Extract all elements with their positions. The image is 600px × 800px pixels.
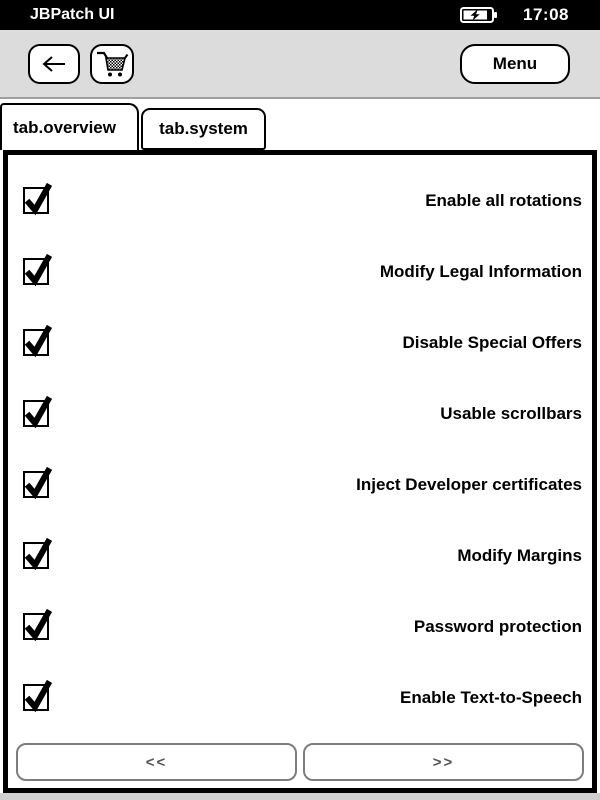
bottom-margin bbox=[0, 793, 600, 800]
status-bar-right bbox=[460, 5, 600, 25]
option-row bbox=[8, 307, 592, 378]
checkbox-modify-legal-information[interactable] bbox=[23, 258, 49, 285]
option-label: Modify Margins bbox=[457, 545, 582, 565]
option-label: Enable all rotations bbox=[425, 190, 582, 210]
tab-system-label: tab.system bbox=[159, 119, 248, 138]
checkbox-disable-special-offers[interactable] bbox=[23, 329, 49, 356]
option-row bbox=[8, 591, 592, 662]
checkbox-enable-all-rotations[interactable] bbox=[23, 187, 49, 214]
checkbox-modify-margins[interactable] bbox=[23, 542, 49, 569]
tab-strip bbox=[0, 99, 600, 150]
checkbox-usable-scrollbars[interactable] bbox=[23, 400, 49, 427]
options-panel bbox=[3, 150, 597, 793]
status-bar bbox=[0, 0, 600, 30]
store-button[interactable] bbox=[90, 44, 134, 84]
option-label: Enable Text-to-Speech bbox=[400, 687, 582, 707]
option-label: Password protection bbox=[413, 616, 582, 636]
shopping-cart-icon bbox=[95, 49, 129, 79]
option-label: Usable scrollbars bbox=[440, 403, 582, 423]
next-page-button[interactable]: >> bbox=[303, 743, 584, 781]
checkbox-password-protection[interactable] bbox=[23, 613, 49, 640]
checkmark-icon bbox=[25, 182, 51, 212]
pager bbox=[16, 743, 584, 781]
option-list bbox=[8, 155, 592, 733]
checkmark-icon bbox=[25, 537, 51, 567]
option-row bbox=[8, 236, 592, 307]
checkmark-icon bbox=[25, 679, 51, 709]
option-label: Disable Special Offers bbox=[402, 332, 582, 352]
app-title: JBPatch UI bbox=[30, 6, 115, 23]
tab-system[interactable] bbox=[141, 108, 266, 150]
option-label: Inject Developer certificates bbox=[356, 474, 582, 494]
checkmark-icon bbox=[25, 608, 51, 638]
checkbox-enable-text-to-speech[interactable] bbox=[23, 684, 49, 711]
option-row bbox=[8, 520, 592, 591]
option-label: Modify Legal Information bbox=[379, 261, 582, 281]
checkmark-icon bbox=[25, 395, 51, 425]
checkmark-icon bbox=[25, 466, 51, 496]
tab-overview-label: tab.overview bbox=[13, 117, 116, 137]
option-row bbox=[8, 165, 592, 236]
toolbar bbox=[0, 30, 600, 99]
previous-page-button[interactable]: << bbox=[16, 743, 297, 781]
option-row bbox=[8, 449, 592, 520]
back-button[interactable] bbox=[28, 44, 80, 84]
checkmark-icon bbox=[25, 253, 51, 283]
checkbox-inject-developer-certificates[interactable] bbox=[23, 471, 49, 498]
option-row bbox=[8, 378, 592, 449]
checkmark-icon bbox=[25, 324, 51, 354]
back-arrow-icon bbox=[39, 54, 69, 74]
option-row bbox=[8, 662, 592, 733]
clock-time: 17:08 bbox=[523, 5, 569, 24]
battery-charging-icon bbox=[460, 7, 498, 23]
tab-overview[interactable] bbox=[0, 103, 139, 150]
menu-button[interactable]: Menu bbox=[460, 44, 570, 84]
